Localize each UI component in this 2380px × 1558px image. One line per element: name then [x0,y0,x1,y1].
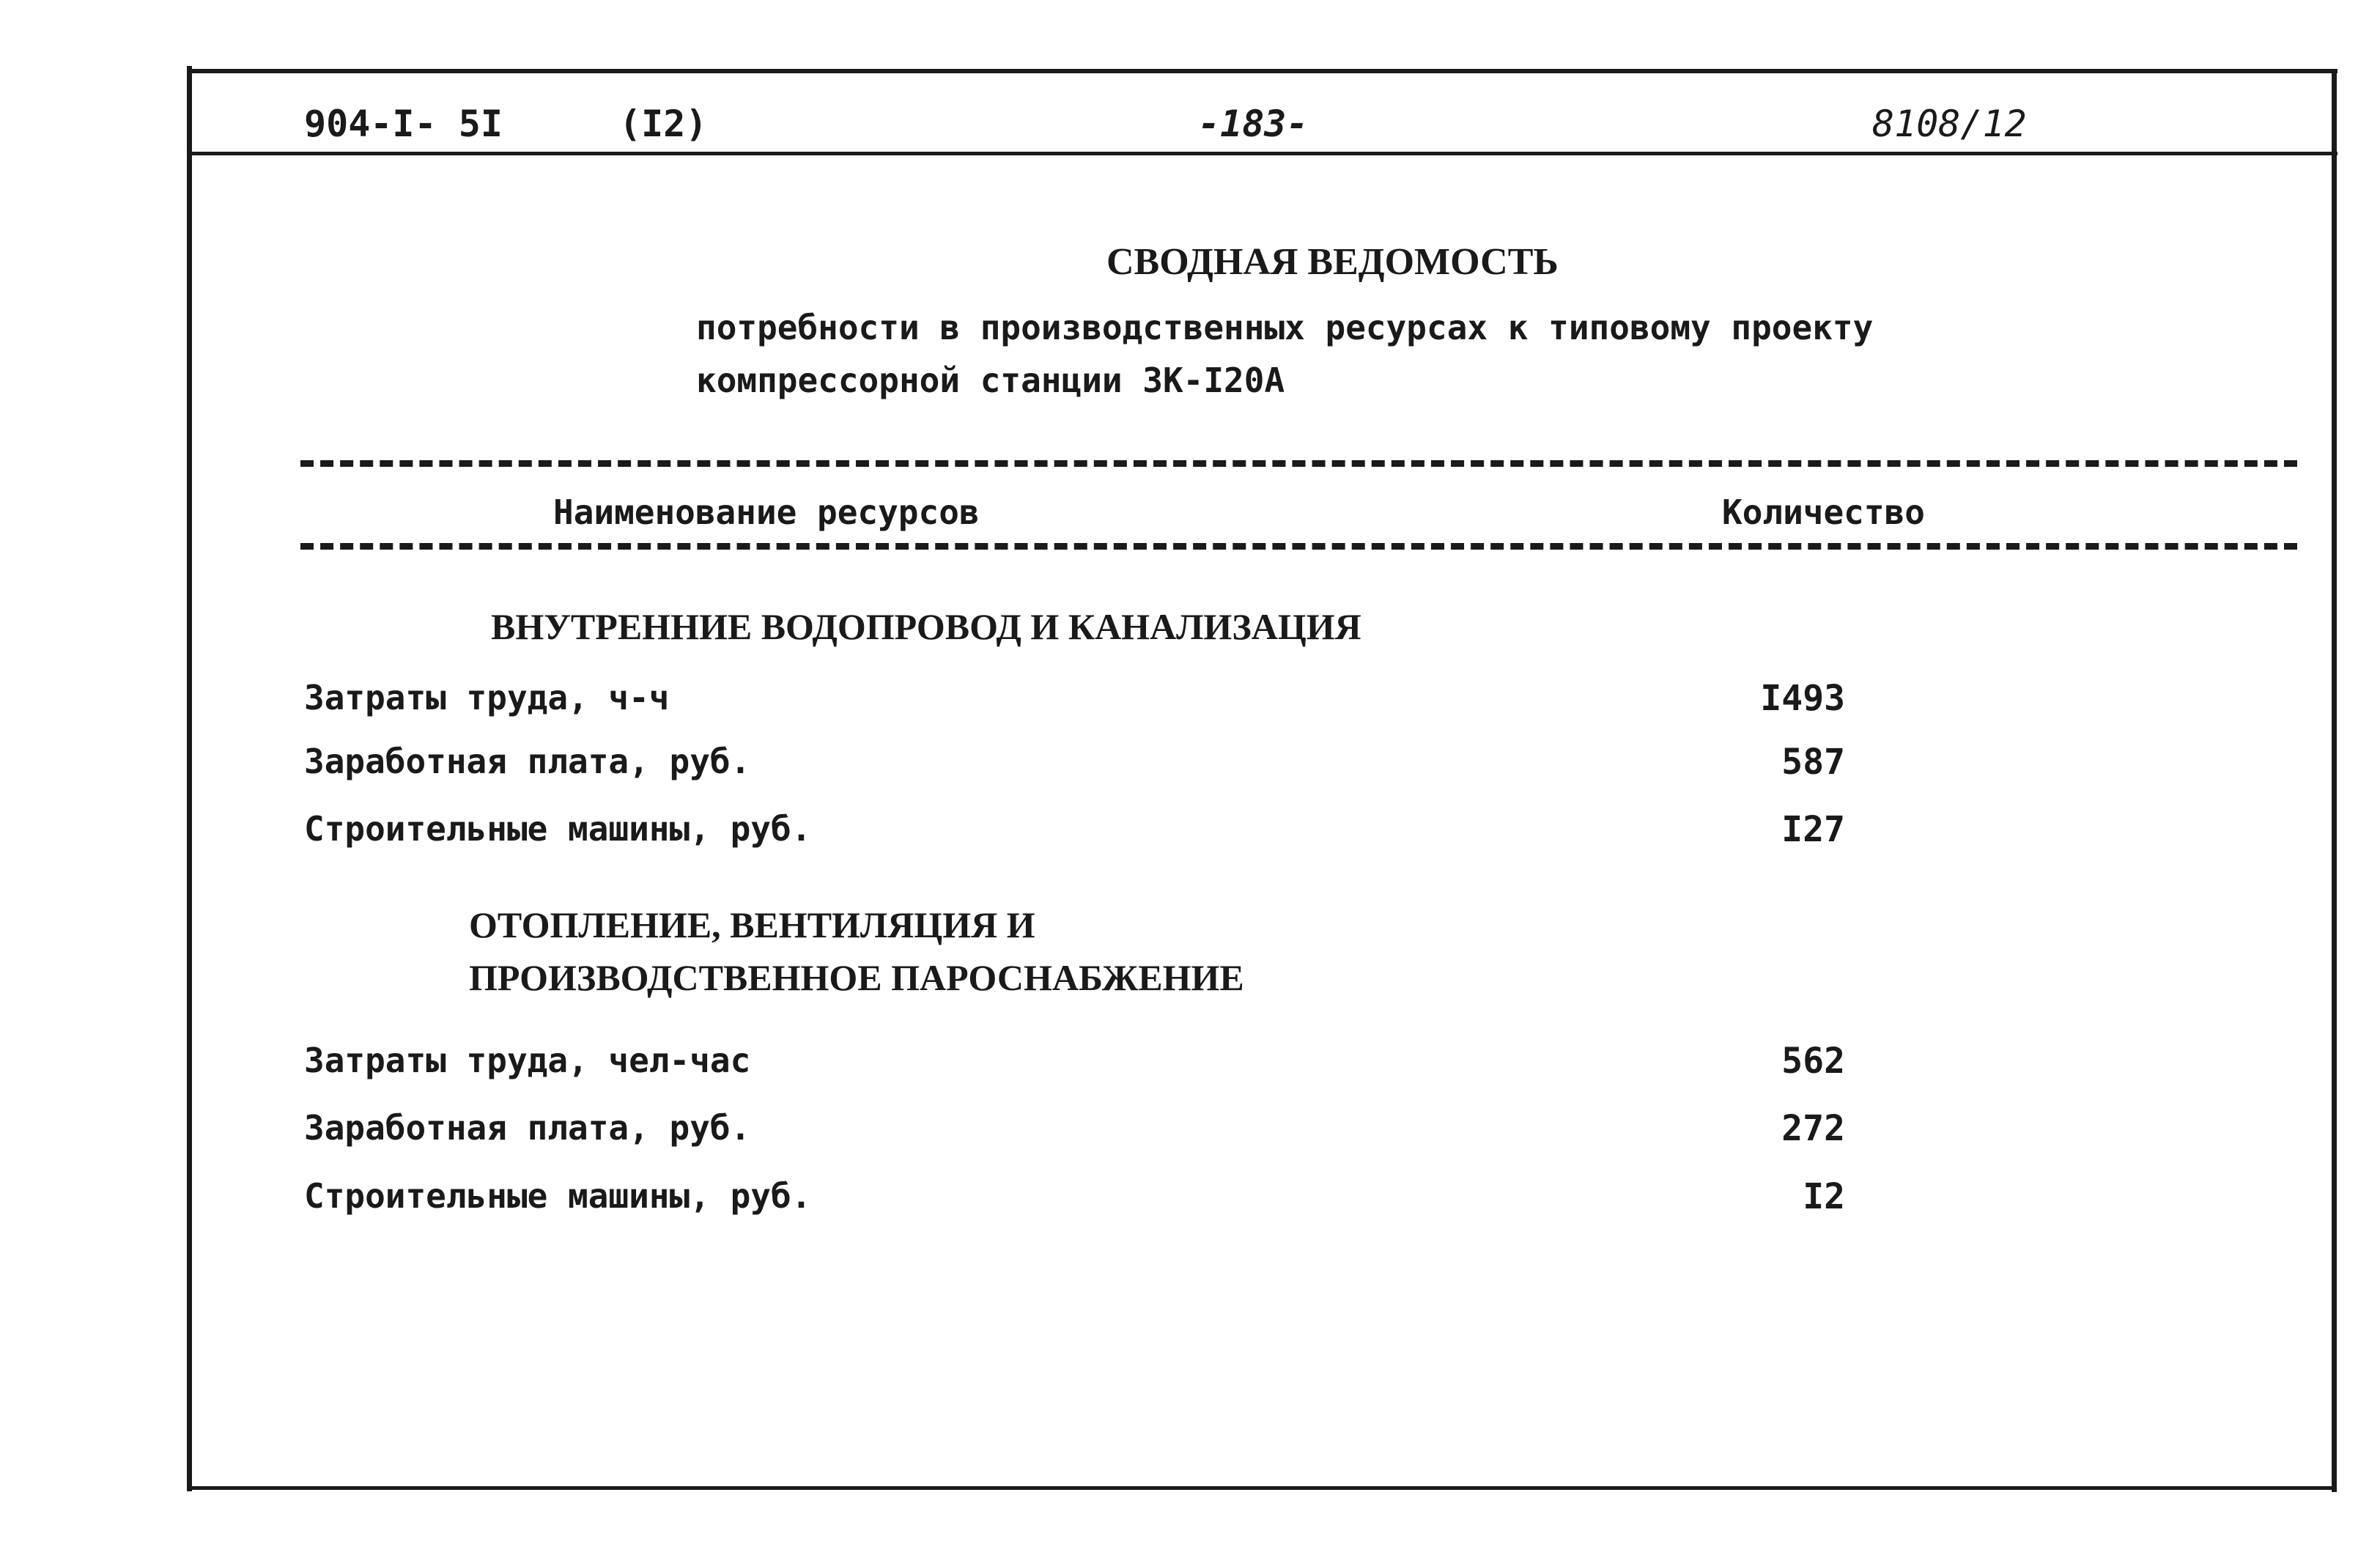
frame-left-border [187,66,192,1491]
column-header-name: Наименование ресурсов [553,492,980,532]
row-value-wages: 587 [1781,742,1845,783]
page-number: -183- [1198,103,1309,145]
subtitle-line-2: компрессорной станции ЗК-I20А [696,361,1285,400]
section-title-heating-line-2: ПРОИЗВОДСТВЕННОЕ ПАРОСНАБЖЕНИЕ [469,957,1244,998]
table-top-dashed-rule [300,460,2297,467]
inventory-number: 8108/12 [1872,103,2027,145]
row-label-machines: Строительные машины, руб. [304,1176,812,1216]
row-label-machines: Строительные машины, руб. [304,809,812,849]
frame-bottom-border [187,1486,2336,1490]
row-label-wages: Заработная плата, руб. [304,742,751,781]
column-header-quantity: Количество [1722,492,1925,532]
row-label-labor: Затраты труда, чел-час [304,1041,751,1080]
frame-right-border [2332,70,2337,1492]
subtitle-line-1: потребности в производственных ресурсах к типовому проекту [696,308,1874,347]
sheet-number: (I2) [619,103,708,145]
row-value-wages: 272 [1781,1108,1845,1149]
document-code: 904-I- 5I [304,103,503,145]
row-value-machines: I27 [1781,809,1845,850]
frame-top-border [187,69,2338,73]
row-value-labor: I493 [1760,678,1845,719]
row-value-machines: I2 [1803,1176,1845,1217]
section-title-heating-line-1: ОТОПЛЕНИЕ, ВЕНТИЛЯЦИЯ И [469,904,1035,945]
table-header-dashed-rule [300,543,2297,550]
document-title: СВОДНАЯ ВЕДОМОСТЬ [1106,241,1559,283]
section-title-plumbing: ВНУТРЕННИЕ ВОДОПРОВОД И КАНАЛИЗАЦИЯ [491,606,1361,647]
row-value-labor: 562 [1781,1041,1845,1082]
row-label-labor: Затраты труда, ч-ч [304,678,670,717]
header-divider [187,152,2338,155]
row-label-wages: Заработная плата, руб. [304,1108,751,1148]
